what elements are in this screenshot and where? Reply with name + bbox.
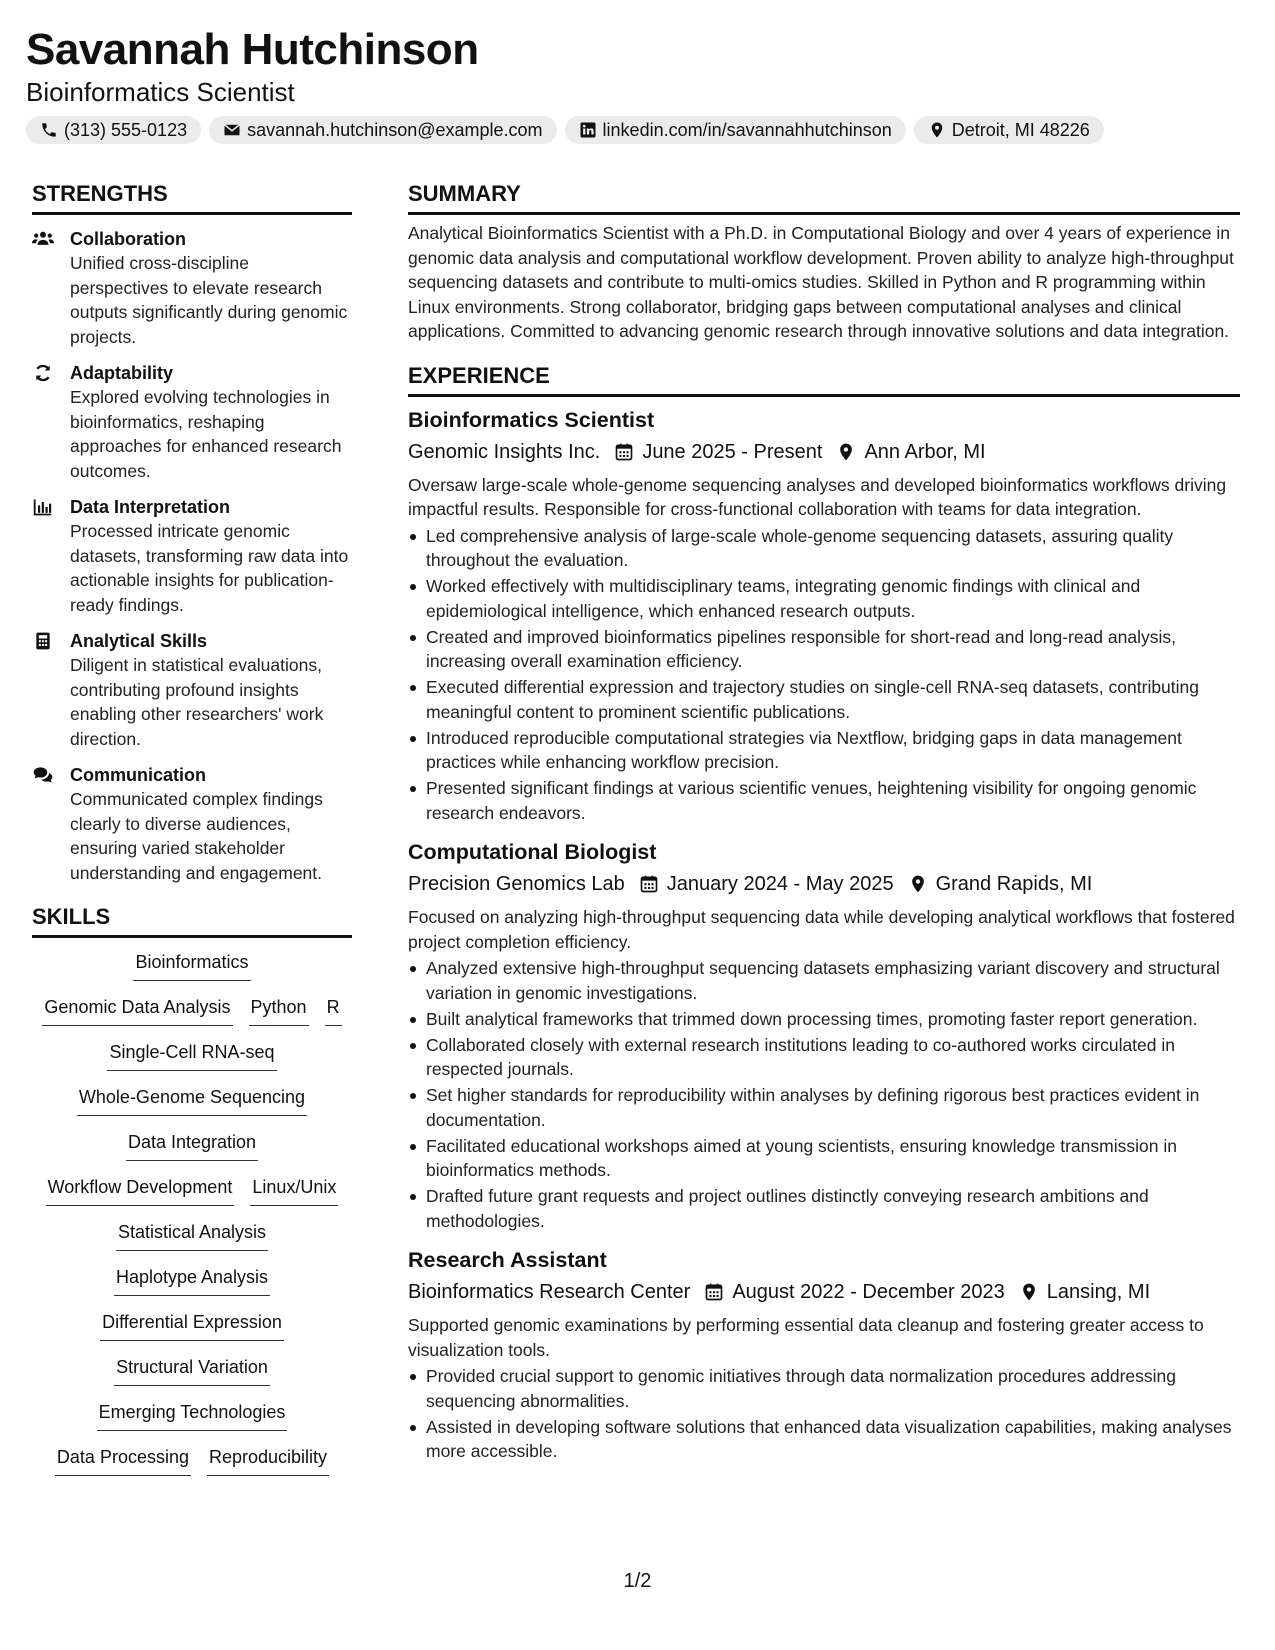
job-title: Research Assistant: [408, 1248, 607, 1272]
strength-item: [32, 629, 352, 751]
summary-text: Analytical Bioinformatics Scientist with a Ph.D. in Computational Biology and over 4 years of experience in genomic data analysis and computational workflow development. Proven ability to analyze high-throughput sequencing datasets and contribute to multi-omics studies. Skilled in Python and R programming within Linux environments. Strong collaborator, bridging gaps between computational analyses and clinical applications. Committed to advancing genomic research through innovative solutions and data integration.: [408, 223, 1234, 341]
job-bullet: Worked effectively with multidisciplinary teams, integrating genomic findings with clinical and epidemiological intelligence, which enhanced research outputs.: [426, 574, 1240, 623]
contact-location: [914, 116, 1104, 144]
strengths-heading: STRENGTHS: [32, 180, 352, 215]
skill-tag: Genomic Data Analysis: [42, 995, 232, 1026]
skill-row: [32, 1400, 352, 1445]
skill-row: [32, 1355, 352, 1400]
skills-heading: SKILLS: [32, 903, 352, 938]
strength-item: [32, 495, 352, 617]
linkedin-icon: [579, 121, 597, 139]
users-icon: [32, 229, 54, 249]
skill-tag: R: [325, 995, 342, 1026]
strength-desc: Processed intricate genomic datasets, transforming raw data into actionable insights for publication-ready findings.: [70, 521, 349, 615]
right-column: [408, 180, 1240, 1465]
contact-phone-text: (313) 555-0123: [64, 119, 188, 140]
skill-row: [32, 1085, 352, 1130]
job-entry: [408, 1245, 1240, 1464]
strength-desc: Communicated complex findings clearly to diverse audiences, ensuring varied stakeholder understanding and engagement.: [70, 789, 323, 883]
contact-phone[interactable]: [26, 116, 201, 144]
job-description: Supported genomic examinations by performing essential data cleanup and fostering greater access to visualization tools.: [408, 1315, 1204, 1360]
job-meta: [408, 869, 1240, 899]
contact-location-text: Detroit, MI 48226: [951, 119, 1090, 140]
job-dates: June 2025 - Present: [642, 440, 823, 463]
job-bullet: Introduced reproducible computational strategies via Nextflow, bridging gaps in data management practices while enhancing workflow precision.: [426, 726, 1240, 775]
job-title: Bioinformatics Scientist: [408, 407, 655, 432]
strength-name: Analytical Skills: [70, 631, 208, 651]
left-column: [32, 180, 352, 1490]
job-meta: [408, 1277, 1240, 1307]
skill-row: [32, 950, 352, 995]
map-pin-icon: [836, 442, 856, 462]
job-bullet: Analyzed extensive high-throughput sequencing datasets emphasizing variant discovery and structural variation in genomic investigations.: [426, 956, 1240, 1005]
skill-row: [32, 1265, 352, 1310]
strength-item: [32, 361, 352, 483]
job-dates: August 2022 - December 2023: [732, 1281, 1005, 1303]
map-pin-icon: [928, 121, 946, 139]
map-pin-icon: [1019, 1282, 1039, 1302]
contact-linkedin-text: linkedin.com/in/savannahhutchinson: [602, 119, 892, 140]
job-company: Bioinformatics Research Center: [408, 1281, 691, 1303]
skill-tag: Data Processing: [55, 1445, 191, 1476]
strength-desc: Explored evolving technologies in bioinformatics, reshaping approaches for enhanced research outcomes.: [70, 387, 342, 481]
contact-email[interactable]: [209, 116, 556, 144]
skill-tag: Structural Variation: [114, 1355, 270, 1386]
skill-tag: Python: [249, 995, 309, 1026]
skill-tag: Bioinformatics: [133, 950, 250, 981]
phone-icon: [40, 121, 58, 139]
skill-row: [32, 1130, 352, 1175]
skill-tag: Whole-Genome Sequencing: [77, 1085, 307, 1116]
skill-row: [32, 1175, 352, 1220]
skill-row: [32, 995, 352, 1040]
strength-item: [32, 763, 352, 885]
page-number: 1/2: [623, 1570, 652, 1592]
job-title: Computational Biologist: [408, 840, 657, 864]
job-bullet: Presented significant findings at various scientific venues, heightening visibility for ongoing genomic research endeavors.: [426, 776, 1240, 825]
calendar-icon: [614, 442, 634, 462]
skill-tag: Haplotype Analysis: [114, 1265, 270, 1296]
skill-tag: Emerging Technologies: [97, 1400, 288, 1431]
job-bullet: Led comprehensive analysis of large-scale whole-genome sequencing datasets, assuring quality throughout the evaluation.: [426, 524, 1240, 573]
skill-row: [32, 1310, 352, 1355]
strength-name: Data Interpretation: [70, 497, 231, 517]
job-bullet: Executed differential expression and trajectory studies on single-cell RNA-seq datasets, contributing meaningful content to prominent scientific publications.: [426, 675, 1240, 724]
job-entry: [408, 405, 1240, 826]
experience-list: [408, 405, 1240, 1464]
skill-tag: Data Integration: [126, 1130, 258, 1161]
strength-desc: Unified cross-discipline perspectives to elevate research outputs significantly during genomic projects.: [70, 253, 348, 347]
job-description: Focused on analyzing high-throughput sequencing data while developing analytical workflows that fostered project completion efficiency.: [408, 907, 1235, 952]
job-bullet: Assisted in developing software solutions that enhanced data visualization capabilities, making analyses more accessible.: [426, 1415, 1240, 1464]
skill-tag: Reproducibility: [207, 1445, 329, 1476]
job-bullet: Collaborated closely with external research institutions leading to co-authored works circulated in respected journals.: [426, 1033, 1240, 1082]
job-bullet: Drafted future grant requests and project outlines distinctly conveying research ambitions and methodologies.: [426, 1184, 1240, 1233]
strength-name: Adaptability: [70, 363, 174, 383]
job-bullet: Facilitated educational workshops aimed at young scientists, ensuring knowledge transmission in bioinformatics methods.: [426, 1134, 1240, 1183]
job-bullet: Provided crucial support to genomic initiatives through data normalization procedures addressing sequencing abnormalities.: [426, 1364, 1240, 1413]
skill-row: [32, 1220, 352, 1265]
map-pin-icon: [908, 874, 928, 894]
strength-desc: Diligent in statistical evaluations, contributing profound insights enabling other researchers' work direction.: [70, 655, 324, 749]
bar-chart-icon: [32, 497, 54, 517]
calendar-icon: [704, 1282, 724, 1302]
job-meta: [408, 437, 1240, 467]
skill-row: [32, 1040, 352, 1085]
skills-list: [32, 950, 352, 1490]
strength-item: [32, 227, 352, 349]
job-company: Precision Genomics Lab: [408, 873, 625, 895]
refresh-icon: [32, 363, 54, 383]
job-location: Ann Arbor, MI: [864, 440, 986, 463]
skill-tag: Statistical Analysis: [116, 1220, 268, 1251]
job-entry: [408, 837, 1240, 1233]
job-description: Oversaw large-scale whole-genome sequencing analyses and developed bioinformatics workflows driving impactful results. Responsible for cross-functional collaboration with teams for data integration.: [408, 474, 1227, 519]
job-bullet: Set higher standards for reproducibility within analyses by defining rigorous best practices evident in documentation.: [426, 1083, 1240, 1132]
skill-tag: Workflow Development: [46, 1175, 235, 1206]
skill-tag: Linux/Unix: [250, 1175, 338, 1206]
envelope-icon: [223, 121, 241, 139]
comments-icon: [32, 765, 54, 785]
job-location: Grand Rapids, MI: [935, 873, 1093, 895]
skill-tag: Differential Expression: [100, 1310, 284, 1341]
calculator-icon: [32, 631, 54, 651]
job-bullet: Built analytical frameworks that trimmed down processing times, promoting faster report generation.: [426, 1007, 1240, 1032]
candidate-title: Bioinformatics Scientist: [26, 77, 295, 107]
strength-name: Communication: [70, 765, 207, 785]
skill-tag: Single-Cell RNA-seq: [107, 1040, 276, 1071]
contact-linkedin[interactable]: [565, 116, 906, 144]
job-bullets: [408, 956, 1240, 1233]
candidate-name: Savannah Hutchinson: [26, 25, 479, 74]
calendar-icon: [639, 874, 659, 894]
summary-heading: SUMMARY: [408, 180, 1240, 215]
contact-bar: [26, 116, 1246, 144]
job-bullets: [408, 524, 1240, 826]
experience-heading: EXPERIENCE: [408, 362, 1240, 397]
job-company: Genomic Insights Inc.: [408, 440, 601, 463]
strengths-list: [32, 227, 352, 885]
job-location: Lansing, MI: [1046, 1281, 1151, 1303]
job-bullets: [408, 1364, 1240, 1464]
strength-name: Collaboration: [70, 229, 186, 249]
contact-email-text: savannah.hutchinson@example.com: [247, 119, 543, 140]
job-dates: January 2024 - May 2025: [666, 873, 894, 895]
resume-header: [26, 24, 1246, 144]
skill-row: [32, 1445, 352, 1490]
job-bullet: Created and improved bioinformatics pipelines responsible for short-read and long-read analysis, increasing overall examination efficiency.: [426, 625, 1240, 674]
